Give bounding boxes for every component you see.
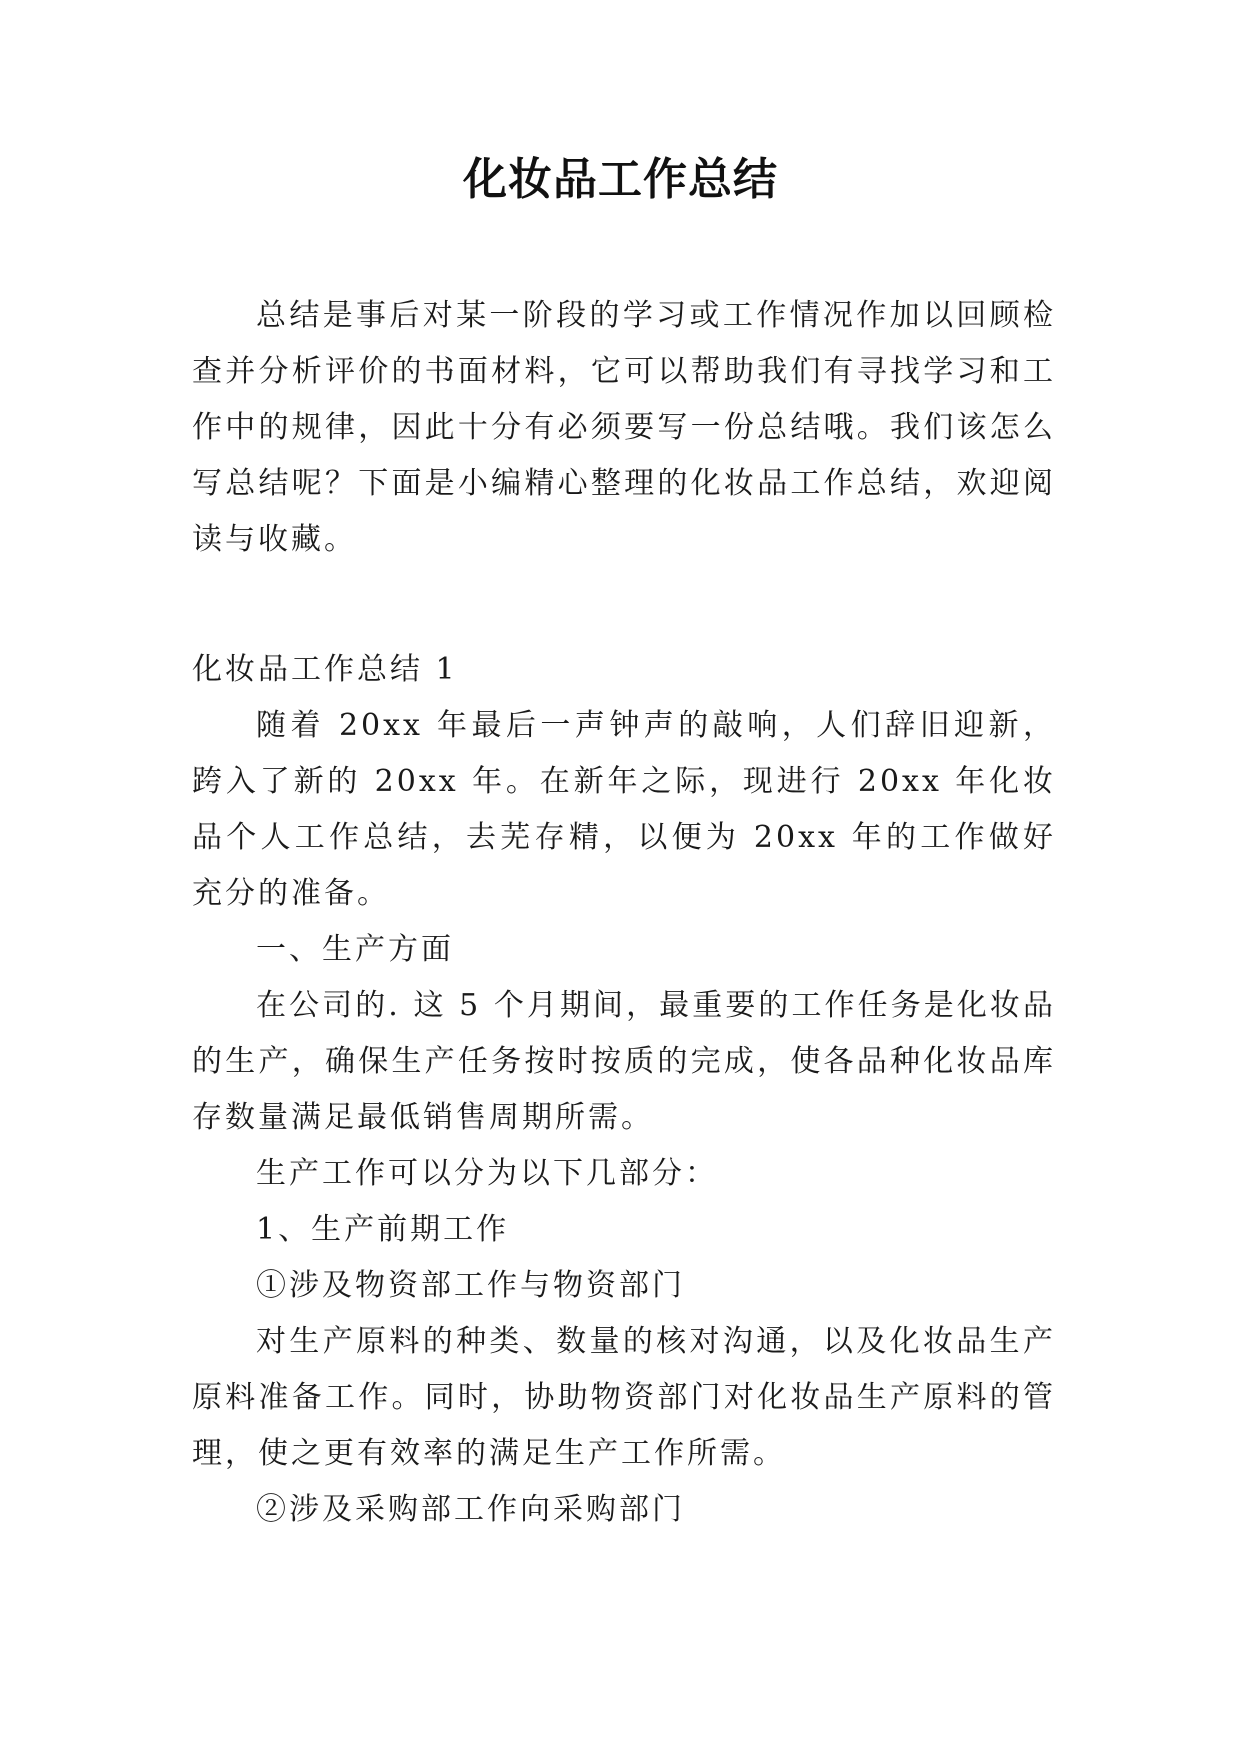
body-paragraph: 在公司的. 这 5 个月期间，最重要的工作任务是化妆品的生产，确保生产任务按时按质的完成，使各品种化妆品库存数量满足最低销售周期所需。 bbox=[192, 988, 1056, 1135]
list-item: ①涉及物资部工作与物资部门 bbox=[256, 1268, 685, 1303]
subheading-production: 一、生产方面 bbox=[256, 932, 454, 967]
list-item: 1、生产前期工作 bbox=[256, 1212, 510, 1247]
list-item: ②涉及采购部工作向采购部门 bbox=[256, 1492, 685, 1527]
paragraph-gap bbox=[192, 568, 1056, 642]
section-heading: 化妆品工作总结 1 bbox=[192, 652, 458, 687]
intro-paragraph: 总结是事后对某一阶段的学习或工作情况作加以回顾检查并分析评价的书面材料，它可以帮助我们有寻找学习和工作中的规律，因此十分有必须要写一份总结哦。我们该怎么写总结呢？下面是小编精心整理的化妆品工作总结，欢迎阅读与收藏。 bbox=[192, 298, 1056, 557]
body-paragraph: 随着 20xx 年最后一声钟声的敲响，人们辞旧迎新，跨入了新的 20xx 年。在新年之际，现进行 20xx 年化妆品个人工作总结，去芜存精，以便为 20xx 年的工作做好充分的准备。 bbox=[192, 708, 1056, 911]
document-body bbox=[192, 288, 1056, 1538]
body-paragraph: 对生产原料的种类、数量的核对沟通，以及化妆品生产原料准备工作。同时，协助物资部门对化妆品生产原料的管理，使之更有效率的满足生产工作所需。 bbox=[192, 1324, 1056, 1471]
document-title: 化妆品工作总结 bbox=[463, 154, 778, 205]
body-paragraph: 生产工作可以分为以下几部分： bbox=[256, 1156, 718, 1191]
